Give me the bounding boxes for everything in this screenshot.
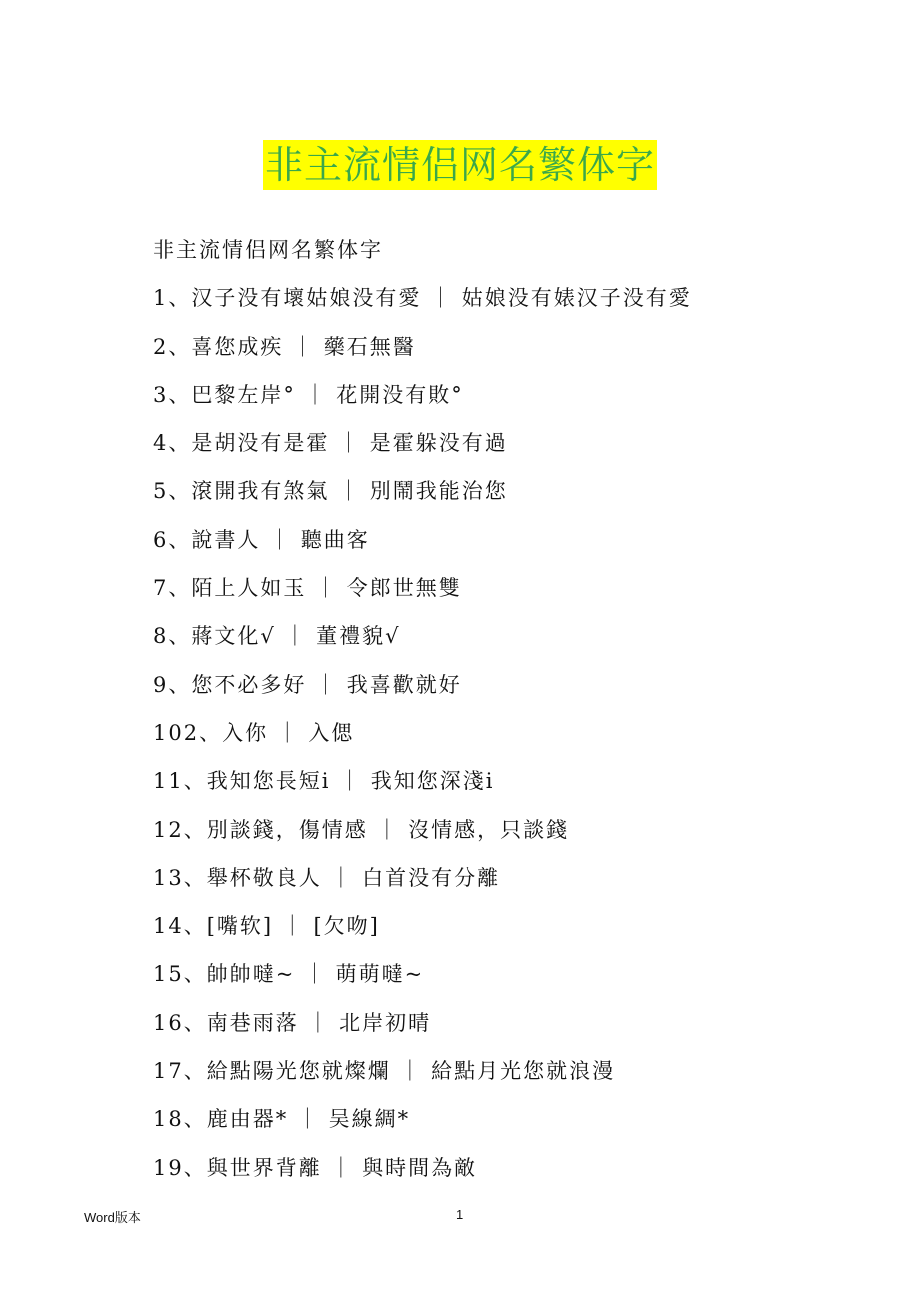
list-item: 102、入你 ｜ 入偲	[153, 720, 355, 745]
list-item: 12、別談錢，傷情感 ｜ 沒情感，只談錢	[153, 817, 570, 842]
list-item: 14、[嘴软] ｜ [欠吻]	[153, 914, 380, 939]
list-item: 16、南巷雨落 ｜ 北岸初晴	[153, 1010, 432, 1035]
page-title: 非主流情侣网名繁体字	[263, 140, 657, 190]
list-item: 3、巴黎左岸° ｜ 花開没有敗°	[153, 382, 464, 407]
list-item: 2、喜您成疾 ｜ 藥石無醫	[153, 334, 416, 359]
list-item: 17、給點陽光您就燦爛 ｜ 給點月光您就浪漫	[153, 1059, 616, 1084]
title-container	[0, 140, 920, 190]
list-item: 18、鹿由器* ｜ 吴線綢*	[153, 1107, 411, 1132]
list-item: 15、帥帥噠~ ｜ 萌萌噠~	[153, 962, 425, 987]
subtitle-line: 非主流情侣网名繁体字	[153, 238, 383, 262]
footer-label: Word版本	[84, 1210, 141, 1225]
list-item: 11、我知您長短ⅰ ｜ 我知您深淺ⅰ	[153, 769, 495, 794]
list-item: 4、是胡没有是霍 ｜ 是霍躲没有過	[153, 431, 508, 456]
list-item: 7、陌上人如玉 ｜ 令郎世無雙	[153, 576, 462, 601]
list-item: 9、您不必多好 ｜ 我喜歡就好	[153, 672, 462, 697]
list-item: 6、說書人 ｜ 聽曲客	[153, 527, 370, 552]
list-item: 8、蔣文化√ ｜ 董禮貌√	[153, 624, 401, 649]
document-body	[153, 226, 873, 1192]
list-item: 1、汉子没有壞姑娘没有愛 ｜ 姑娘没有婊汉子没有愛	[153, 286, 692, 311]
list-item: 19、與世界背離 ｜ 與時間為敵	[153, 1155, 478, 1180]
list-item: 5、滾開我有煞氣 ｜ 別鬧我能治您	[153, 479, 508, 504]
page-number: 1	[456, 1207, 464, 1222]
list-item: 13、舉杯敬良人 ｜ 白首没有分離	[153, 865, 501, 890]
